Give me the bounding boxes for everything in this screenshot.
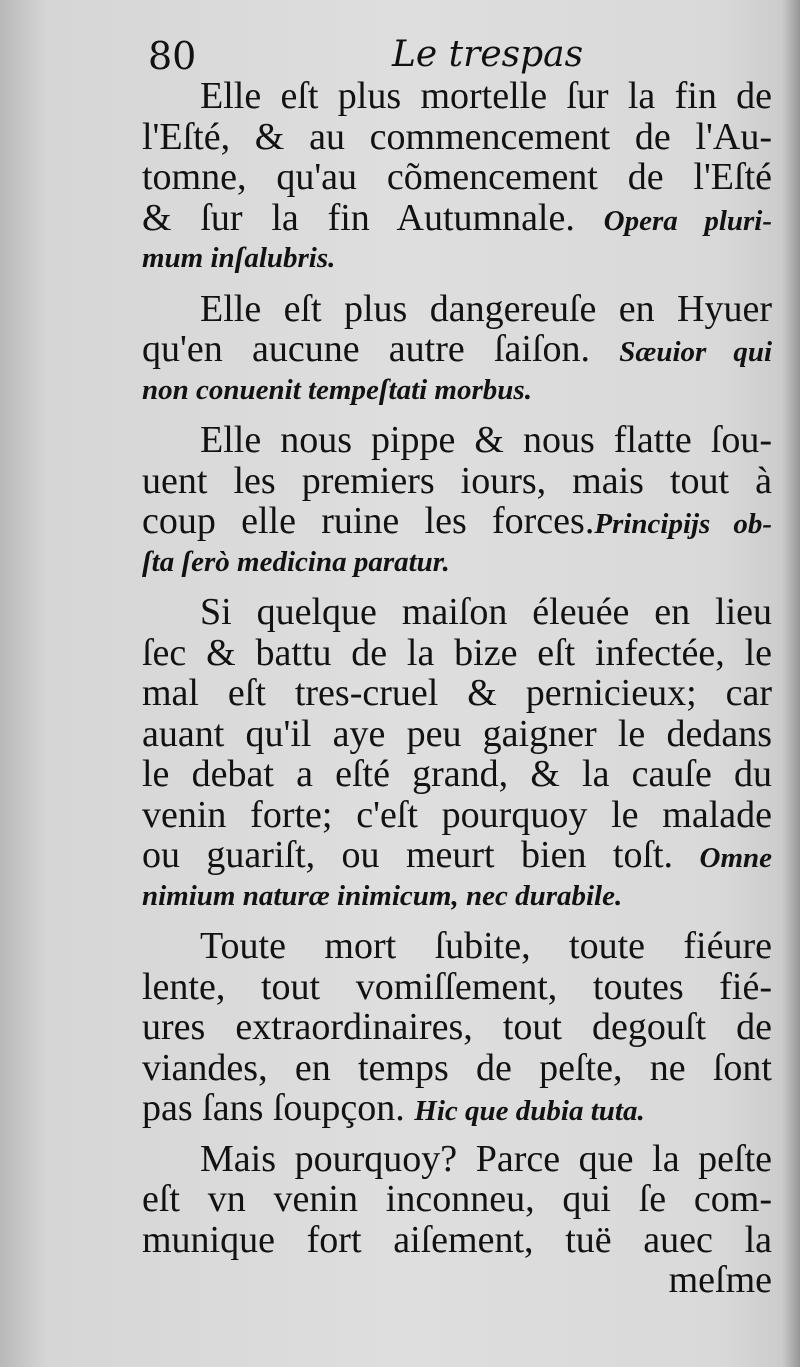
latin-quote: Omne bbox=[699, 842, 772, 874]
text-line: Elle eſt plus mortelle ſur la fin de bbox=[200, 75, 772, 117]
text-line: ſec & battu de la bize eſt infectée, le bbox=[142, 631, 772, 674]
text-line: coup elle ruine les forces.Principijs ob- bbox=[142, 500, 772, 542]
text-line: munique fort aiſement, tuë auec la bbox=[142, 1218, 772, 1261]
text-line: le debat a eſté grand, & la cauſe du bbox=[142, 753, 772, 795]
text-line: pas ſans ſoupçon. Hic que dubia tuta. bbox=[142, 1087, 645, 1129]
latin-quote-line: non conuenit tempeſtati morbus. bbox=[142, 373, 532, 406]
text-line: ures extraordinaires, tout degouſt de bbox=[142, 1006, 772, 1048]
text-line: tomne, qu'au cõmencement de l'Eſté bbox=[142, 156, 772, 198]
catchword: meſme bbox=[668, 1259, 772, 1301]
latin-quote-line: ſta ſerò medicina paratur. bbox=[142, 545, 450, 578]
text-line: ou guariſt, ou meurt bien toſt. Omne bbox=[142, 834, 772, 876]
text-line: uent les premiers iours, mais tout à bbox=[142, 459, 772, 502]
page-header bbox=[0, 20, 800, 80]
text-line: Elle eſt plus dangereuſe en Hyuer bbox=[200, 287, 772, 330]
text-line: auant qu'il aye peu gaigner le dedans bbox=[142, 712, 772, 755]
latin-quote: Hic que dubia tuta. bbox=[414, 1095, 645, 1127]
text-line: lente, tout vomiſſement, toutes fié- bbox=[142, 965, 772, 1008]
text-line: viandes, en temps de peſte, ne ſont bbox=[142, 1046, 772, 1089]
text-line: & ſur la fin Autumnale. Opera pluri- bbox=[142, 196, 773, 239]
text-line: mal eſt tres-cruel & pernicieux; car bbox=[142, 672, 772, 714]
latin-quote-line: nimium naturæ inimicum, nec durabile. bbox=[142, 879, 623, 912]
text-line: eſt vn venin inconneu, qui ſe com- bbox=[142, 1178, 772, 1220]
text-line: Si quelque maiſon éleuée en lieu bbox=[200, 591, 772, 633]
text-line: qu'en aucune autre ſaiſon. Sæuior qui bbox=[142, 328, 773, 370]
text-line: Toute mort ſubite, toute fiéure bbox=[200, 925, 772, 967]
page-edge-shadow bbox=[782, 0, 800, 1367]
latin-quote: Opera pluri- bbox=[603, 204, 773, 237]
latin-quote-line: mum inſalubris. bbox=[142, 242, 336, 274]
text-line: Mais pourquoy? Parce que la peſte bbox=[200, 1137, 772, 1180]
latin-quote: Sæuior qui bbox=[619, 336, 773, 368]
running-title: Le trespas bbox=[392, 34, 584, 75]
latin-quote: Principijs ob- bbox=[594, 508, 772, 540]
text-line: Elle nous pippe & nous flatte ſou- bbox=[200, 419, 772, 461]
text-line: l'Eſté, & au commencement de l'Au- bbox=[142, 115, 772, 158]
body-text bbox=[142, 76, 772, 1301]
text-line: venin forte; c'eſt pourquoy le malade bbox=[142, 793, 772, 836]
page-number: 80 bbox=[148, 34, 197, 78]
